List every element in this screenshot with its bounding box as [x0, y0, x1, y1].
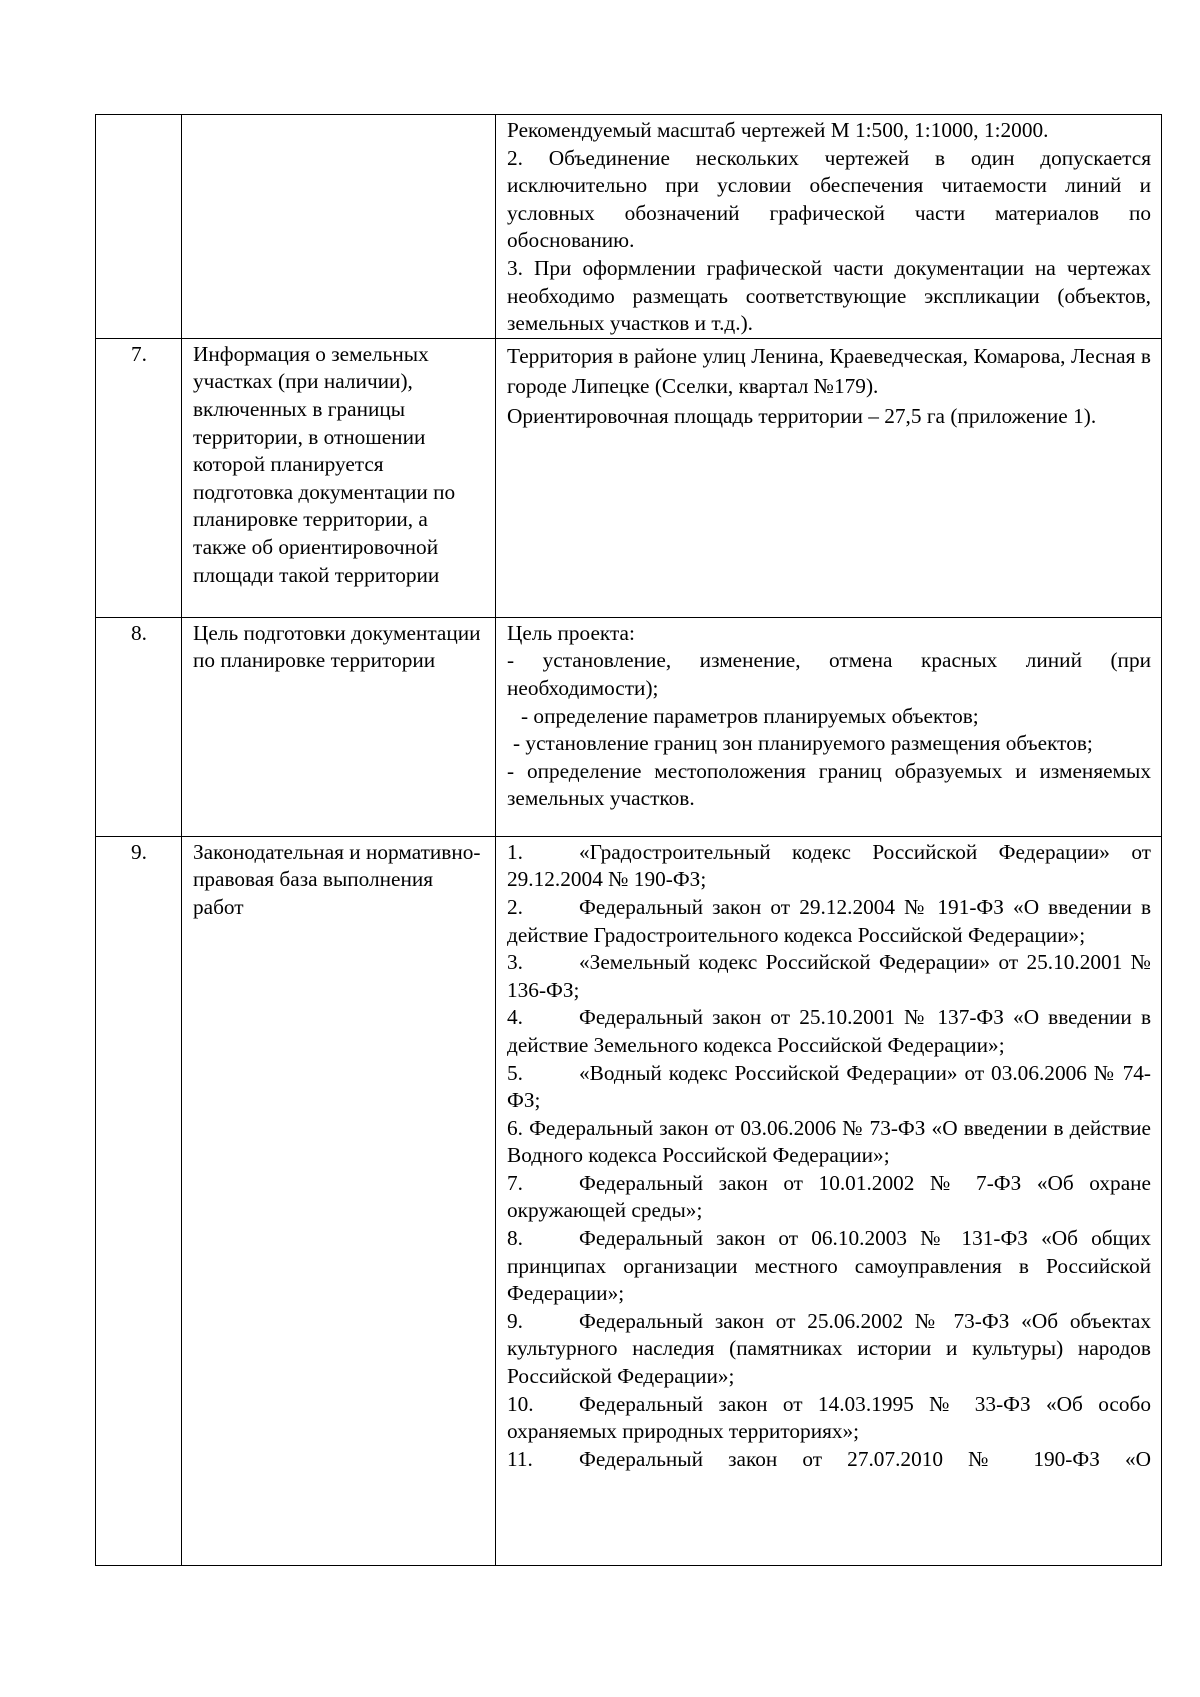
law-item-number: 8. — [507, 1226, 523, 1251]
row-content — [496, 338, 1162, 617]
law-item-text: Федеральный закон от 27.07.2010 № 190-ФЗ «О — [579, 1446, 1151, 1471]
row-title: Цель подготовки документации по планировке территории — [182, 617, 496, 836]
row-content — [496, 115, 1162, 339]
law-item-number: 11. — [507, 1446, 533, 1471]
law-item-text: «Градостроительный кодекс Российской Федерации» от 29.12.2004 № 190-ФЗ; — [507, 839, 1151, 892]
row-title — [182, 115, 496, 339]
row-title: Информация о земельных участках (при наличии), включенных в границы территории, в отношении которой планируется подготовка документации по планировке территории, а также об ориентировочной площади такой территории — [182, 338, 496, 617]
row-content — [496, 617, 1162, 836]
law-item-number: 6. — [507, 1115, 523, 1140]
table-row-continuation — [96, 115, 1162, 339]
list-item: - определение местоположения границ образуемых и изменяемых земельных участков. — [507, 758, 1151, 811]
law-item-number: 4. — [507, 1005, 523, 1030]
paragraph: Рекомендуемый масштаб чертежей М 1:500, 1:1000, 1:2000. — [507, 118, 1049, 142]
law-item-text: «Водный кодекс Российской Федерации» от 03.06.2006 № 74-ФЗ; — [507, 1060, 1151, 1113]
row-number: 7. — [96, 338, 182, 617]
list-item: - определение параметров планируемых объектов; — [521, 703, 979, 728]
table-row-9 — [96, 836, 1162, 1565]
table-row-7 — [96, 338, 1162, 617]
paragraph: 3. При оформлении графической части документации на чертежах необходимо размещать соответствующие экспликации (объектов, земельных участков и т.д.). — [507, 255, 1151, 336]
row-number: 9. — [96, 836, 182, 1565]
law-item-text: Федеральный закон от 03.06.2006 № 73-ФЗ «О введении в действие Водного кодекса Российской Федерации»; — [507, 1115, 1151, 1168]
law-item-number: 3. — [507, 950, 523, 975]
law-item-text: Федеральный закон от 29.12.2004 № 191-ФЗ «О введении в действие Градостроительного кодекса Российской Федерации»; — [507, 894, 1151, 947]
law-item-number: 5. — [507, 1060, 523, 1085]
law-item-text: «Земельный кодекс Российской Федерации» от 25.10.2001 № 136-ФЗ; — [507, 950, 1151, 1002]
law-item — [507, 1308, 1151, 1391]
law-item — [507, 1225, 1151, 1308]
law-item — [507, 949, 1151, 1004]
law-item-number: 9. — [507, 1308, 523, 1333]
law-item-number: 1. — [507, 839, 523, 864]
requirements-table — [95, 114, 1162, 1566]
list-item: - установление границ зон планируемого размещения объектов; — [513, 731, 1093, 756]
law-item-text: Федеральный закон от 14.03.1995 № 33-ФЗ «Об особо охраняемых природных территориях»; — [507, 1391, 1151, 1444]
law-item — [507, 1060, 1151, 1115]
paragraph: 2. Объединение нескольких чертежей в один допускается исключительно при условии обеспечения читаемости линий и условных обозначений графической части материалов по обоснованию. — [507, 145, 1151, 253]
law-item-number: 10. — [507, 1391, 534, 1416]
row-content — [496, 836, 1162, 1565]
paragraph: Цель проекта: — [507, 620, 635, 645]
law-item-number: 7. — [507, 1170, 523, 1195]
list-item: - установление, изменение, отмена красных линий (при необходимости); — [507, 648, 1151, 700]
law-item — [507, 894, 1151, 949]
law-item — [507, 1446, 1151, 1474]
law-item-text: Федеральный закон от 25.06.2002 № 73-ФЗ «Об объектах культурного наследия (памятниках истории и культуры) народов Российской Федерации»; — [507, 1308, 1151, 1389]
paragraph: Территория в районе улиц Ленина, Краеведческая, Комарова, Лесная в городе Липецке (Сселки, квартал №179). — [507, 343, 1151, 398]
row-title: Законодательная и нормативно-правовая база выполнения работ — [182, 836, 496, 1565]
law-item-text: Федеральный закон от 06.10.2003 № 131-ФЗ «Об общих принципах организации местного самоуправления в Российской Федерации»; — [507, 1226, 1151, 1306]
paragraph: Ориентировочная площадь территории – 27,5 га (приложение 1). — [507, 403, 1097, 428]
law-item — [507, 1004, 1151, 1059]
law-item-text: Федеральный закон от 25.10.2001 № 137-ФЗ «О введении в действие Земельного кодекса Российской Федерации»; — [507, 1005, 1151, 1057]
law-item — [507, 839, 1151, 894]
law-item-number: 2. — [507, 894, 523, 919]
table-row-8 — [96, 617, 1162, 836]
law-item — [507, 1115, 1151, 1170]
law-item — [507, 1391, 1151, 1446]
law-item-text: Федеральный закон от 10.01.2002 № 7-ФЗ «Об охране окружающей среды»; — [507, 1170, 1151, 1223]
row-number — [96, 115, 182, 339]
law-item — [507, 1170, 1151, 1225]
row-number: 8. — [96, 617, 182, 836]
